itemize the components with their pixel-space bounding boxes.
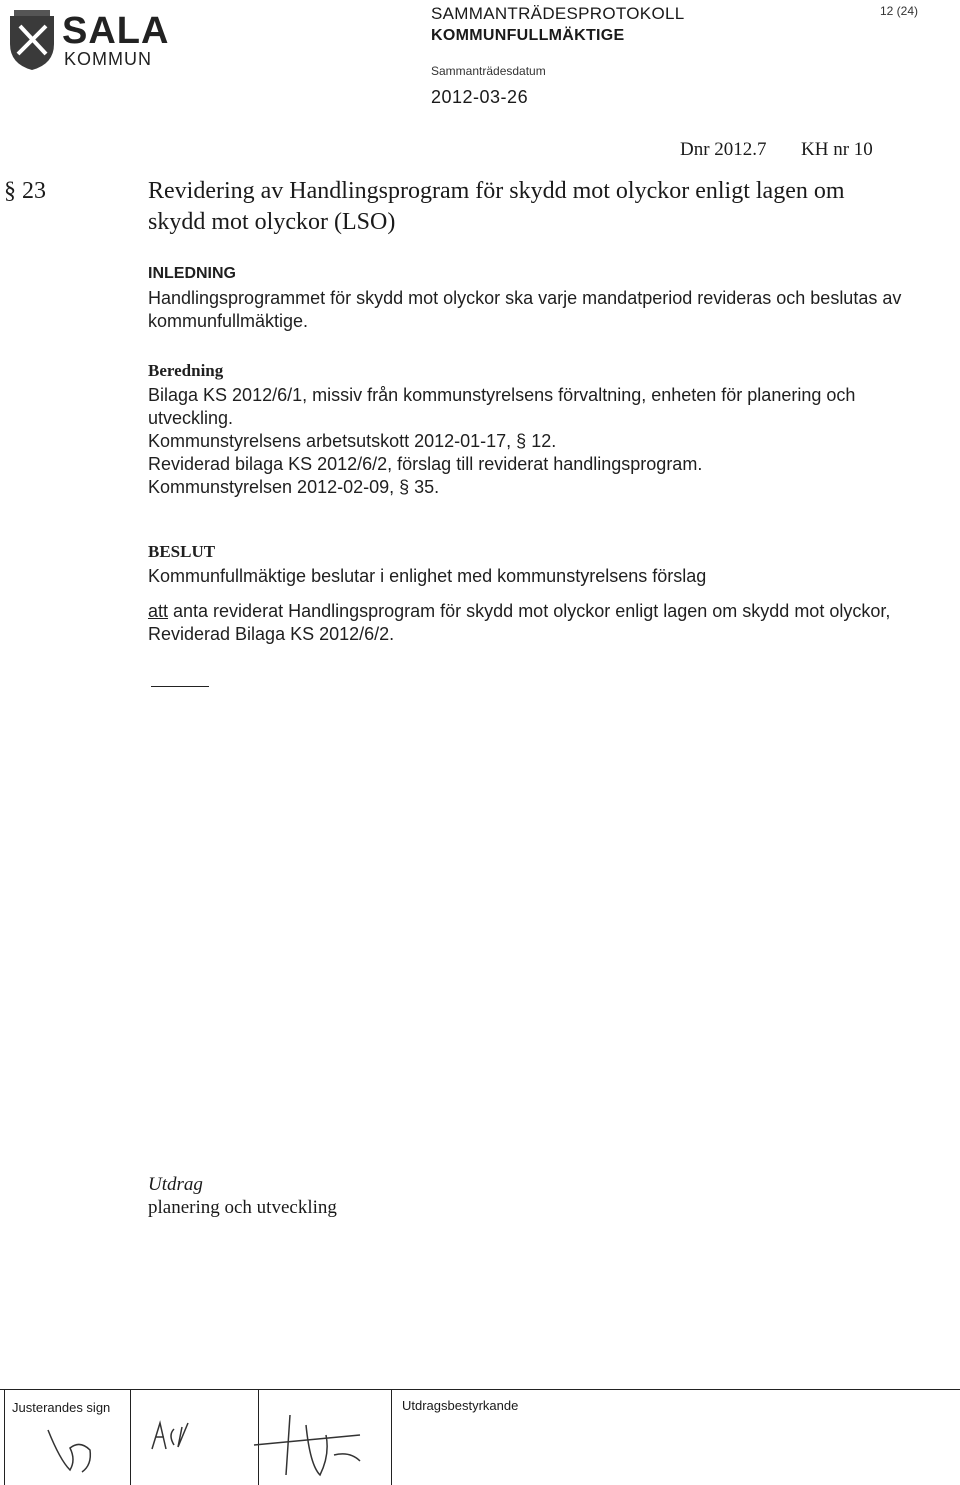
beredning-line: Reviderad bilaga KS 2012/6/2, förslag till reviderat handlingsprogram.	[148, 454, 703, 474]
meeting-date-label: Sammanträdesdatum	[431, 64, 546, 78]
item-title: Revidering av Handlingsprogram för skydd mot olyckor enligt lagen om skydd mot olyckor (LSO)	[148, 178, 845, 235]
decision-text: anta reviderat Handlingsprogram för skydd mot olyckor enligt lagen om skydd mot olyckor, Reviderad Bilaga KS 2012/6/2.	[148, 601, 891, 644]
coat-of-arms-icon	[6, 10, 58, 72]
beredning-line: Kommunstyrelsen 2012-02-09, § 35.	[148, 477, 440, 497]
att-word: att	[148, 601, 169, 621]
footer-divider	[391, 1389, 392, 1485]
paragraph-number: § 23	[4, 178, 46, 204]
assembly-name: KOMMUNFULLMÄKTIGE	[431, 27, 625, 44]
signature-3	[250, 1405, 380, 1485]
meeting-date: 2012-03-26	[431, 87, 529, 107]
logo-name: SALA	[62, 10, 170, 52]
municipality-logo	[0, 0, 190, 80]
section-end-rule	[151, 686, 209, 687]
beslut-decision	[148, 600, 908, 646]
protocol-type: SAMMANTRÄDESPROTOKOLL	[431, 4, 685, 23]
inledning-text: Handlingsprogrammet för skydd mot olyckor ska varje mandatperiod revideras och beslutas av kommunfullmäktige.	[148, 288, 902, 331]
signature-1	[40, 1420, 110, 1480]
inledning-heading: INLEDNING	[148, 265, 236, 282]
footer-rule	[0, 1389, 960, 1390]
beslut-intro: Kommunfullmäktige beslutar i enlighet med kommunstyrelsens förslag	[148, 566, 707, 586]
kh-number: KH nr 10	[801, 139, 873, 160]
utdragsbestyrkande-label: Utdragsbestyrkande	[402, 1398, 519, 1413]
case-number: Dnr 2012.7	[680, 139, 767, 160]
footer-divider	[130, 1389, 131, 1485]
utdrag-heading: Utdrag	[148, 1174, 203, 1195]
footer-divider	[4, 1389, 5, 1485]
beredning-list	[148, 384, 908, 499]
beredning-heading: Beredning	[148, 361, 224, 380]
page-number: 12 (24)	[880, 4, 919, 18]
beredning-line: Bilaga KS 2012/6/1, missiv från kommunstyrelsens förvaltning, enheten för planering och utveckling.	[148, 385, 856, 428]
beslut-heading: BESLUT	[148, 542, 216, 561]
beredning-line: Kommunstyrelsens arbetsutskott 2012-01-17, § 12.	[148, 431, 557, 451]
justerandes-sign-label: Justerandes sign	[12, 1400, 111, 1415]
utdrag-recipient: planering och utveckling	[148, 1197, 337, 1218]
signature-2	[148, 1415, 208, 1455]
logo-sub: KOMMUN	[64, 49, 152, 69]
